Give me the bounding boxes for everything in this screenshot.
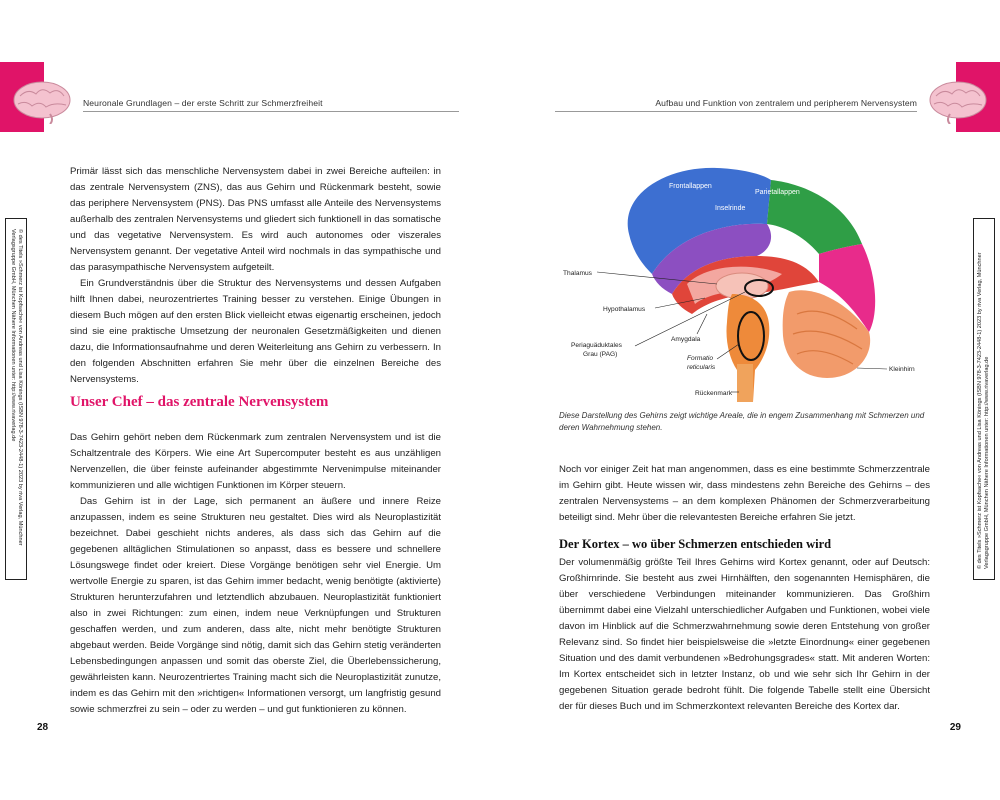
header-rule-left [83,111,459,112]
label-kleinhirn: Kleinhirn [889,366,915,373]
copyright-sidebox-right [973,218,995,580]
paragraph: Noch vor einiger Zeit hat man angenommen, dass es eine bestimmte Schmerzzentrale im Gehirn gibt. Heute wissen wir, dass mindestens zehn Bereiche des Gehirns – des zentralen Nervensystems – an dem komplexen Phänomen der Schmerzverarbeitung beteiligt sind. Mehr über die relevantesten Bereiche erfahren Sie jetzt. [559,464,930,523]
copyright-note: © des Titels »Schmerz ist Kopfsache« von Andreas und Lisa Könings (ISBN 978-3-7423-2448-1) 2023 by riva Verlag, Münchner Verlagsgruppe GmbH, München Nähere Informationen unter: http://www.rivaverlag.de [10,229,23,546]
label-pag-line1: Periaguäduktales [571,342,622,349]
left-body-upper [70,164,441,388]
brain-icon [926,78,990,124]
running-header-left: Neuronale Grundlagen – der erste Schritt zur Schmerzfreiheit [83,98,323,108]
running-header-right: Aufbau und Funktion von zentralem und peripherem Nervensystem [655,98,917,108]
label-formatio-line1: Formatio [687,355,714,362]
right-body-upper [559,462,930,526]
left-body-lower [70,430,441,718]
subsection-heading: Der Kortex – wo über Schmerzen entschieden wird [559,537,832,551]
label-rueckenmark: Rückenmark [695,390,733,397]
label-hypothalamus: Hypothalamus [603,306,646,313]
paragraph: Primär lässt sich das menschliche Nervensystem dabei in zwei Bereiche aufteilen: in das zentrale Nervensystem (ZNS), das aus Gehirn und Rückenmark besteht, sowie das periphere Nervensystem (PNS). Das PNS umfasst alle Anteile des Nervensystems außerhalb des zentralen Nervensystems und gliedert sich funktionell in das somatische und das vegetative Nervensystem. Es wird auch autonomes oder viszerales Nervensystem genannt. Der vegetative Anteil wird nochmals in das sympathische und das parasympathische Nervensystem aufgeteilt. [70,166,441,273]
page-number-right: 29 [949,722,961,733]
right-body-lower [559,555,930,715]
label-formatio-line2: reticularis [687,364,716,371]
paragraph: Das Gehirn gehört neben dem Rückenmark zum zentralen Nervensystem und ist die Schaltzentrale des Körpers. Wie eine Art Supercomputer besteht es aus unzähligen Nervenzellen, die über feinste aufeinander abgestimmte Nervenimpulse miteinander kommunizieren und alle wichtigen Funktionen im Körper steuern. [70,432,441,491]
brain-icon [10,78,74,124]
spinal-cord [737,364,753,402]
label-pag-line2: Grau (PAG) [583,351,618,358]
header-rule-right [555,111,917,112]
copyright-note: © des Titels »Schmerz ist Kopfsache« von Andreas und Lisa Könings (ISBN 978-3-7423-2448-1) 2023 by riva Verlag, Münchner Verlagsgruppe GmbH, München Nähere Informationen unter: http://www.rivaverlag.de [977,252,990,569]
paragraph: Ein Grundverständnis über die Struktur des Nervensystems und dessen Aufgaben hilft Ihnen dabei, neurozentriertes Training besser zu verstehen. Einige Übungen in diesem Buch mögen auf den ersten Blick vielleicht etwas eigenartig erscheinen, jedoch sind sie eine praktische Umsetzung der neuronalen Gesetzmäßigkeiten und dienen dazu, die Informationsaufnahme und deren Weiterleitung ans Gehirn zu verbessern. In den folgenden Abschnitten erfahren Sie mehr über die einzelnen Bereiche des Nervensystems. [70,278,441,385]
label-thalamus: Thalamus [563,270,592,277]
copyright-sidebox-left [5,218,27,580]
figure-caption: Diese Darstellung des Gehirns zeigt wichtige Areale, die in engem Zusammenhang mit Schmerzen und deren Wahrnehmung stehen. [559,411,925,432]
paragraph: Der volumenmäßig größte Teil Ihres Gehirns wird Kortex genannt, oder auf Deutsch: Großhirnrinde. Sie besteht aus zwei Hirnhälften, den sogenannten Hemisphären, die über verschiedene Verbindungen miteinander kommunizieren. Das Großhirn übernimmt dabei eine Vielzahl unterschiedlicher Aufgaben und Funktionen, wobei viele davon im Hinblick auf die Schmerzwahrnehmung sowie deren Entstehung von großer Relevanz sind. So findet hier beispielsweise die »letzte Einordnung« einer gegebenen Situation und des damit verbundenen »Bedrohungsgrades« statt. Mit anderen Worten: Im Kortex entscheidet sich in letzter Instanz, ob und wie sehr sich Ihr Gehirn in der gegebenen Situation gerade bedroht fühlt. Die folgende Tabelle stellt eine Übersicht der für dieses Buch und im Schmerzkontext relevanten Bereiche des Kortex dar. [559,557,930,712]
brain-figure [557,164,929,402]
page-number-left: 28 [37,722,49,733]
label-frontallappen: Frontallappen [669,183,712,190]
label-parietallappen: Parietallappen [755,189,800,196]
label-amygdala: Amygdala [671,336,701,343]
label-inselrinde: Inselrinde [715,205,746,212]
paragraph: Das Gehirn ist in der Lage, sich permanent an äußere und innere Reize anzupassen, indem es seine Strukturen neu gestaltet. Dies wird als Neuroplastizität bezeichnet. Dabei geschieht nichts anderes, als dass sich das Gehirn auf die gegebenen alltäglichen Stimulationen so anpasst, dass es bessere und schnellere Lösungswege findet oder kreiert. Diese Vorgänge benötigen sehr viel Energie. Um wertvolle Energie zu sparen, ist das Gehirn immer bedacht, wenig benötigte (aktivierte) Strukturen herunterzufahren und letztendlich abzubauen. Neuroplastizität funktioniert also in zwei Richtungen: zum einen, indem neue Verknüpfungen und Strukturen geschaffen werden, und zum anderen, dass alte, nicht mehr benötigte Strukturen abgebaut werden. Beide Vorgänge sind nötig, damit sich das Gehirn stetig veränderten Lebensbedingungen anpassen und somit das oberste Ziel, die Überlebenssicherung, gewährleisten kann. Neurozentriertes Training macht sich die Neuroplastizität zunutze, indem es das Gehirn mit den »richtigen« Informationen versorgt, um langfristig gesund sowie schmerzfrei zu sein – oder zu werden – und gut funktionieren zu können. [70,496,441,715]
section-heading: Unser Chef – das zentrale Nervensystem [70,394,329,410]
